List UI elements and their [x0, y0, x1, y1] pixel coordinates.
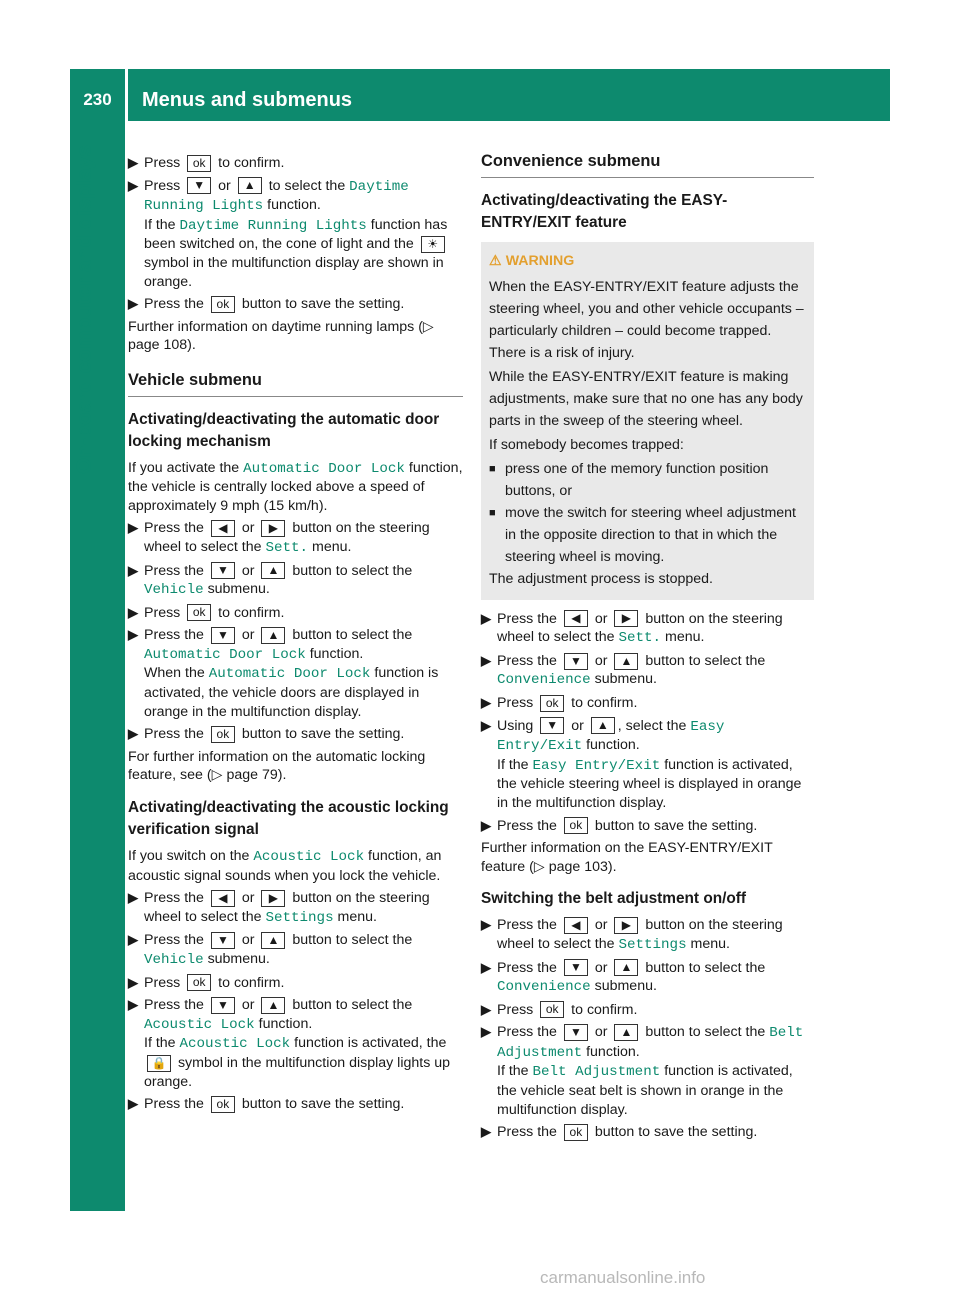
- down-key-icon: ▼: [564, 1024, 588, 1041]
- up-key-icon: ▲: [614, 959, 638, 976]
- intro-text: If you switch on the Acoustic Lock function, an acoustic signal sounds when you lock the vehicle.: [128, 848, 442, 884]
- intro-text: If you activate the Automatic Door Lock function, the vehicle is centrally locked above a speed of approximately 9 mph (15 km/h).: [128, 459, 463, 514]
- list-item: ▶ Press the ▼ or ▲ button to select the Belt Adjustment function. If the Belt Adjustment function is activated, the vehicle seat belt is shown in orange in the multifunction display.: [481, 1024, 804, 1118]
- down-key-icon: ▼: [564, 653, 588, 670]
- list-item: ▶ Press the ok button to save the setting.: [128, 1096, 405, 1113]
- list-item: ▶ Using ▼ or ▲ , select the Easy Entry/Exit function. If the Easy Entry/Exit function is activated, the vehicle steering wheel is displayed in orange in the multifunction display.: [481, 717, 802, 811]
- list-item: ▶ Press the ok button to save the setting.: [128, 296, 405, 313]
- ok-key-icon: ok: [540, 695, 564, 712]
- list-item: ▶ Press the ok button to save the setting.: [481, 817, 758, 834]
- left-key-icon: ◀: [564, 917, 588, 934]
- subsection-heading: Activating/deactivating the EASY-ENTRY/EXIT feature: [481, 191, 728, 231]
- page-number: 230: [83, 90, 112, 109]
- up-key-icon: ▲: [261, 997, 285, 1014]
- ok-key-icon: ok: [211, 1096, 235, 1113]
- right-key-icon: ▶: [614, 610, 638, 627]
- list-item: ▶ Press ok to confirm.: [128, 974, 285, 991]
- warning-box: ⚠ WARNING When the EASY-ENTRY/EXIT feature adjusts the steering wheel, you and other vehicle occupants – particularly children – could become trapped. There is a risk of injury. While the EASY-ENTRY/EXIT feature is making adjustments, make sure that no one has any body parts in the sweep of the steering wheel. If somebody becomes trapped: ■ press one of the memory function position buttons, or ■ move the switch for steering wheel adjustment in the opposite direction to that in which the steering wheel is moving. The adjustment process is stopped.: [481, 242, 814, 600]
- arrow-icon: ▶: [128, 155, 138, 170]
- list-item: ▶ Press the ▼ or ▲ button to select the Convenience submenu.: [481, 652, 766, 689]
- right-key-icon: ▶: [261, 890, 285, 907]
- list-item: ▶ Press the ok button to save the setting.: [128, 726, 405, 743]
- warning-title: ⚠ WARNING: [489, 252, 575, 269]
- list-item: ▶ Press ▼ or ▲ to select the Daytime Running Lights function. If the Daytime Running Lights function has been switched on, the cone of light and the ☀ symbol in the multifunction display are shown in orange.: [128, 177, 448, 290]
- up-key-icon: ▲: [614, 1024, 638, 1041]
- down-key-icon: ▼: [540, 717, 564, 734]
- list-item: ▶ Press ok to confirm.: [128, 604, 285, 621]
- light-icon: ☀: [421, 236, 445, 253]
- section-heading: Vehicle submenu: [128, 371, 463, 397]
- page-title: Menus and submenus: [142, 89, 353, 111]
- list-item: ▶ Press the ▼ or ▲ button to select the Convenience submenu.: [481, 959, 766, 996]
- up-key-icon: ▲: [261, 562, 285, 579]
- list-item: ▶ Press ok to confirm.: [128, 155, 285, 171]
- down-key-icon: ▼: [211, 627, 235, 644]
- down-key-icon: ▼: [564, 959, 588, 976]
- down-key-icon: ▼: [211, 997, 235, 1014]
- list-item: ▶ Press the ok button to save the setting.: [481, 1124, 758, 1141]
- list-item: ▶ Press the ▼ or ▲ button to select the Vehicle submenu.: [128, 562, 413, 599]
- ok-key-icon: ok: [211, 296, 235, 313]
- up-key-icon: ▲: [261, 932, 285, 949]
- subsection-heading: Activating/deactivating the automatic door locking mechanism: [128, 410, 440, 450]
- chapter-label: On-board computer and displays: [73, 145, 96, 475]
- ok-key-icon: ok: [187, 974, 211, 991]
- up-key-icon: ▲: [614, 653, 638, 670]
- further-info: Further information on the EASY-ENTRY/EXIT feature (▷ page 103).: [481, 840, 773, 875]
- further-info: Further information on daytime running lamps (▷ page 108).: [128, 318, 434, 354]
- left-key-icon: ◀: [211, 520, 235, 537]
- list-item: ▶ Press the ◀ or ▶ button on the steering wheel to select the Settings menu.: [128, 890, 430, 926]
- bullet-icon: ■: [489, 506, 496, 519]
- section-heading: Convenience submenu: [481, 152, 814, 178]
- subsection-heading: Switching the belt adjustment on/off: [481, 890, 747, 908]
- list-item: ▶ Press ok to confirm.: [481, 1001, 638, 1018]
- down-key-icon: ▼: [211, 932, 235, 949]
- arrow-icon: ▶: [128, 296, 138, 312]
- ok-key-icon: ok: [211, 726, 235, 743]
- subsection-heading: Activating/deactivating the acoustic locking verification signal: [128, 799, 449, 839]
- list-item: ▶ Press the ◀ or ▶ button on the steering wheel to select the Sett. menu.: [481, 610, 783, 647]
- down-key-icon: ▼: [187, 177, 211, 194]
- warning-icon: ⚠: [489, 252, 502, 269]
- list-item: ▶ Press ok to confirm.: [481, 694, 638, 711]
- ok-key-icon: ok: [540, 1001, 564, 1018]
- ok-key-icon: ok: [564, 817, 588, 834]
- left-key-icon: ◀: [564, 610, 588, 627]
- header-divider: [125, 69, 128, 121]
- lock-icon: 🔒: [147, 1055, 171, 1072]
- up-key-icon: ▲: [261, 627, 285, 644]
- list-item: ▶ Press the ◀ or ▶ button on the steering wheel to select the Sett. menu.: [128, 520, 430, 556]
- right-key-icon: ▶: [261, 520, 285, 537]
- right-column: [481, 150, 814, 1146]
- down-key-icon: ▼: [211, 562, 235, 579]
- right-key-icon: ▶: [614, 917, 638, 934]
- bullet-item: ■ press one of the memory function position buttons, or: [489, 458, 806, 502]
- arrow-icon: ▶: [128, 177, 138, 193]
- watermark: carmanualsonline.info: [540, 1268, 706, 1287]
- up-key-icon: ▲: [591, 717, 615, 734]
- bullet-item: ■ move the switch for steering wheel adjustment in the opposite direction to that in which the steering wheel is moving.: [489, 502, 806, 568]
- list-item: ▶ Press the ▼ or ▲ button to select the Automatic Door Lock function. When the Automatic Door Lock function is activated, the vehicle doors are displayed in orange in the multifunction display.: [128, 627, 439, 720]
- bullet-icon: ■: [489, 462, 496, 475]
- list-item: ▶ Press the ◀ or ▶ button on the steering wheel to select the Settings menu.: [481, 917, 783, 953]
- list-item: ▶ Press the ▼ or ▲ button to select the Acoustic Lock function. If the Acoustic Lock function is activated, the 🔒 symbol in the multifunction display lights up orange.: [128, 997, 451, 1090]
- ok-key-icon: ok: [187, 604, 211, 621]
- left-column: [128, 150, 463, 1118]
- ok-key-icon: ok: [187, 155, 211, 172]
- ok-key-icon: ok: [564, 1124, 588, 1141]
- further-info: For further information on the automatic locking feature, see (▷ page 79).: [128, 748, 426, 784]
- up-key-icon: ▲: [238, 177, 262, 194]
- left-key-icon: ◀: [211, 890, 235, 907]
- list-item: ▶ Press the ▼ or ▲ button to select the Vehicle submenu.: [128, 932, 413, 968]
